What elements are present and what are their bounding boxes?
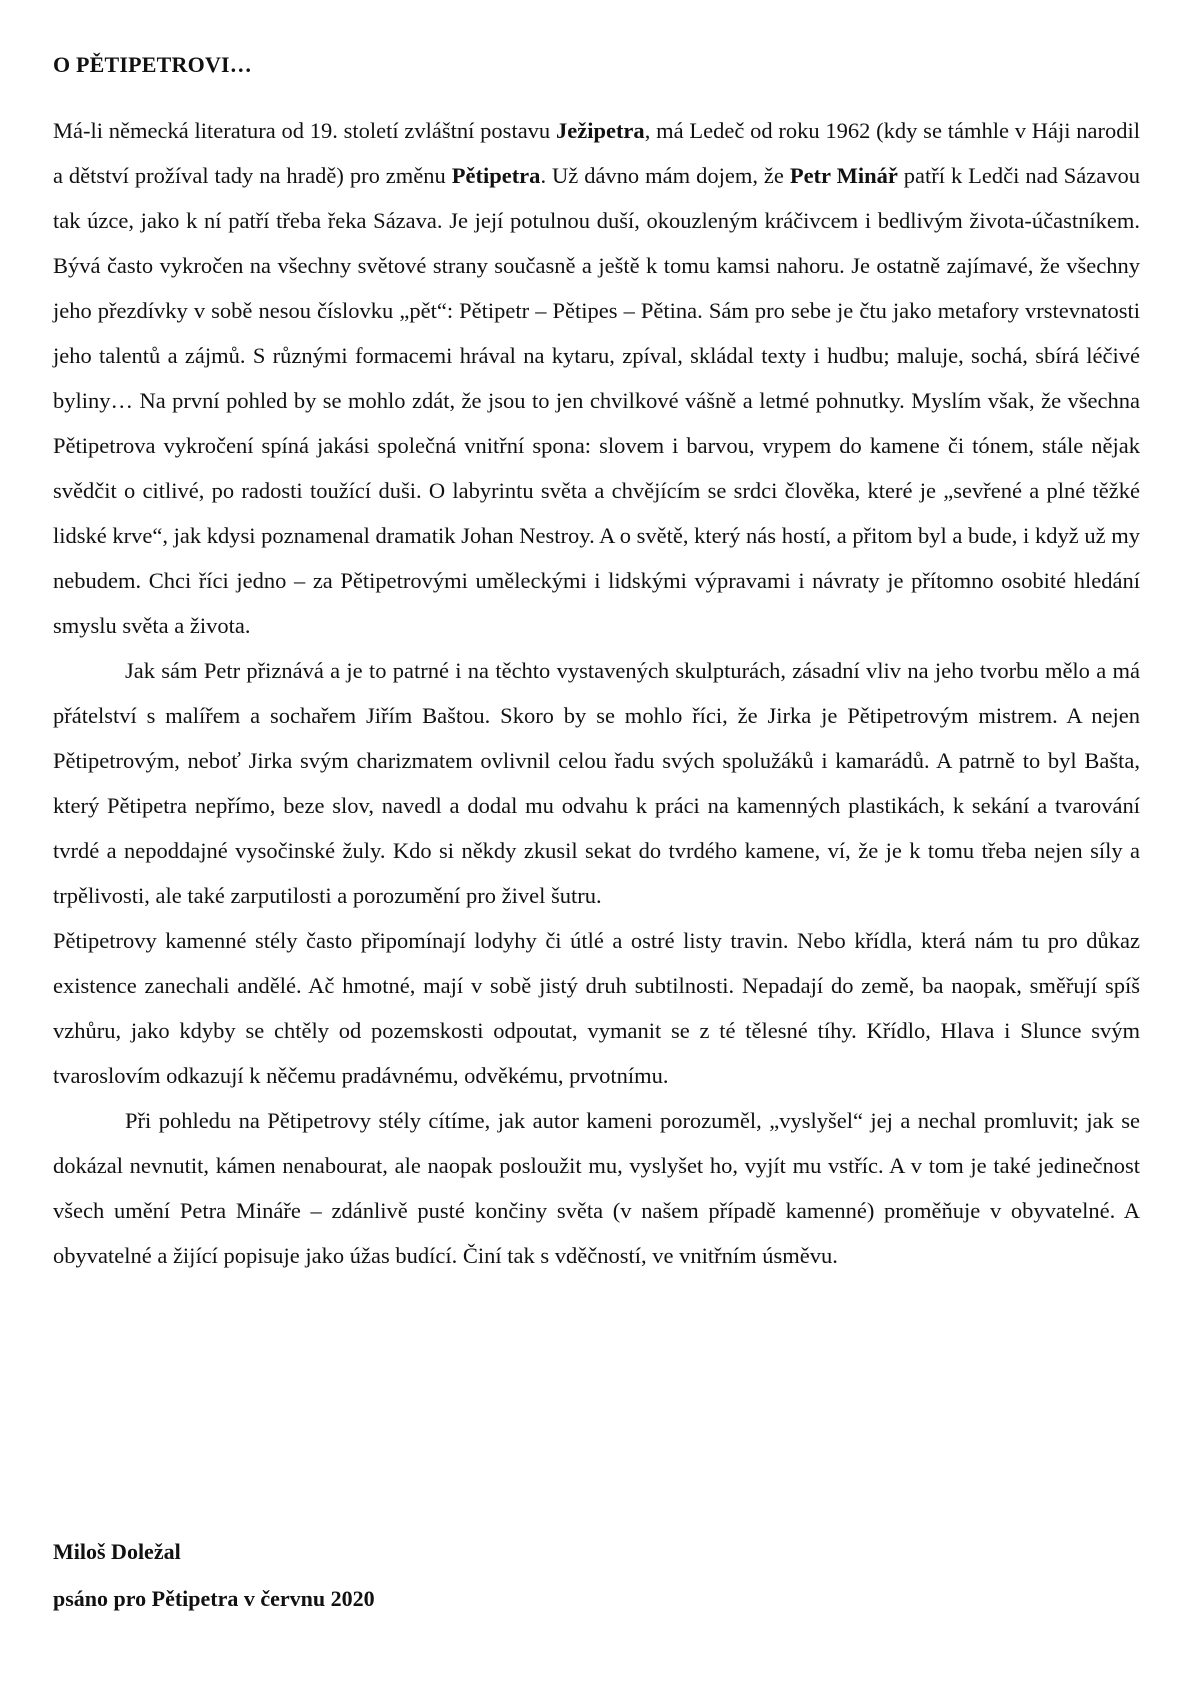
paragraph-text: Při pohledu na Pětipetrovy stély cítíme, jak autor kameni porozuměl, „vyslyšel“ jej a nechal promluvit; jak se dokázal nevnutit, kámen nenabourat, ale naopak posloužit mu, vyslyšet ho, vyjít mu vstříc. A v tom je také jedinečnost všech umění Petra Mináře – zdánlivě pusté končiny světa (v našem případě kamenné) proměňuje v obyvatelné. A obyvatelné a žijící popisuje jako úžas budící. Činí tak s vděčností, ve vnitřním úsměvu. [53, 1108, 1140, 1268]
paragraph-2 [53, 648, 1140, 918]
bold-name-petr-minar: Petr Minář [789, 163, 898, 188]
document-title: O PĚTIPETROVI… [53, 52, 252, 77]
bold-name-jezipetr: Ježipetra [555, 118, 645, 143]
paragraph-text: Pětipetrovy kamenné stély často připomínají lodyhy či útlé a ostré listy travin. Nebo křídla, která nám tu pro důkaz existence zanechali andělé. Ač hmotné, mají v sobě jistý druh subtilnosti. Nepadají do země, ba naopak, směřují spíš vzhůru, jako kdyby se chtěly od pozemskosti odpoutat, vymanit se z té tělesné tíhy. Křídlo, Hlava i Slunce svým tvaroslovím odkazují k něčemu pradávnému, odvěkému, prvotnímu. [53, 928, 1140, 1088]
signature-note: psáno pro Pětipetra v červnu 2020 [53, 1586, 375, 1611]
paragraph-1 [53, 108, 1140, 648]
paragraph-3 [53, 918, 1140, 1098]
paragraph-text: . Už dávno mám dojem, že [540, 163, 790, 188]
signature-block [53, 1528, 375, 1622]
paragraph-text: patří k Ledči nad Sázavou tak úzce, jako k ní patří třeba řeka Sázava. Je její potulnou duší, okouzleným kráčivcem i bedlivým života-účastníkem. Bývá často vykročen na všechny světové strany současně a ještě k tomu kamsi nahoru. Je ostatně zajímavé, že všechny jeho přezdívky v sobě nesou číslovku „pět“: Pětipetr – Pětipes – Pětina. Sám pro sebe je čtu jako metafory vrstevnatosti jeho talentů a zájmů. S různými formacemi hrával na kytaru, zpíval, skládal texty i hudbu; maluje, sochá, sbírá léčivé byliny… Na první pohled by se mohlo zdát, že jsou to jen chvilkové vášně a letmé pohnutky. Myslím však, že všechna Pětipetrova vykročení spíná jakási společná vnitřní spona: slovem i barvou, vrypem do kamene či tónem, stále nějak svědčit o citlivé, po radosti toužící duši. O labyrintu světa a chvějícím se srdci člověka, které je „sevřené a plné těžké lidské krve“, jak kdysi poznamenal dramatik Johan Nestroy. A o světě, který nás hostí, a přitom byl a bude, i když už my nebudem. Chci říci jedno – za Pětipetrovými uměleckými i lidskými výpravami i návraty je přítomno osobité hledání smyslu světa a života. [53, 163, 1140, 638]
paragraph-4 [53, 1098, 1140, 1278]
bold-name-petipetr: Pětipetra [451, 163, 541, 188]
author-name: Miloš Doležal [53, 1539, 181, 1564]
article-body [53, 108, 1140, 1278]
paragraph-text: Má-li německá literatura od 19. století zvláštní postavu [53, 118, 556, 143]
paragraph-text: Jak sám Petr přiznává a je to patrné i na těchto vystavených skulpturách, zásadní vliv na jeho tvorbu mělo a má přátelství s malířem a sochařem Jiřím Baštou. Skoro by se mohlo říci, že Jirka je Pětipetrovým mistrem. A nejen Pětipetrovým, neboť Jirka svým charizmatem ovlivnil celou řadu svých spolužáků i kamarádů. A patrně to byl Bašta, který Pětipetra nepřímo, beze slov, navedl a dodal mu odvahu k práci na kamenných plastikách, k sekání a tvarování tvrdé a nepoddajné vysočinské žuly. Kdo si někdy zkusil sekat do tvrdého kamene, ví, že je k tomu třeba nejen síly a trpělivosti, ale také zarputilosti a porozumění pro živel šutru. [53, 658, 1140, 908]
paragraph-text: , má Ledeč od roku 1962 (kdy se támhle v Háji narodil a dětství prožíval tady na hradě) pro změnu [53, 118, 1140, 188]
